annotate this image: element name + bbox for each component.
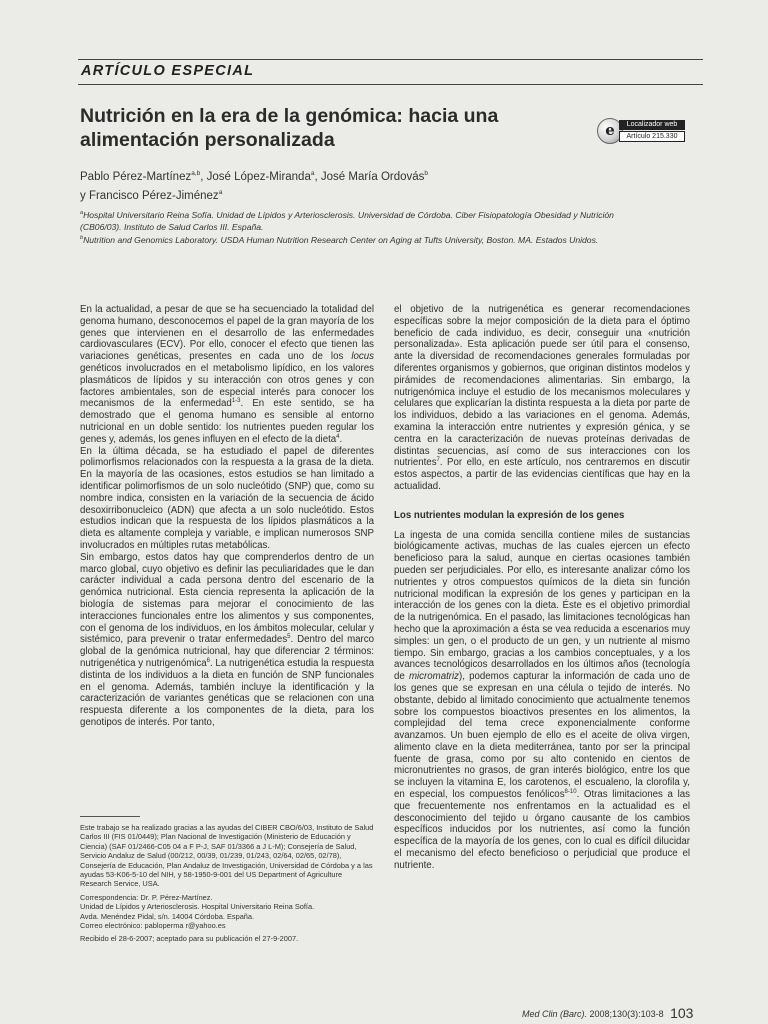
affiliations xyxy=(80,208,625,247)
e-logo-icon: e xyxy=(597,118,623,144)
journal-name: Med Clin (Barc). xyxy=(522,1009,588,1019)
right-column xyxy=(394,304,690,872)
section-label: ARTÍCULO ESPECIAL xyxy=(81,63,255,79)
page-footer xyxy=(522,1005,693,1021)
affiliation-b: $^b$Nutrition and Genomics Laboratory. USDA Human Nutrition Research Center on Aging at Tufts University, Boston. MA. Estados Unidos. xyxy=(80,235,599,246)
paragraph: La ingesta de una comida sencilla contiene miles de sustancias biológicamente activas, muchas de las cuales ejercen un efecto beneficioso para la salud, aunque en ciertas ocasiones también pueden ser perjudiciales. Por ello, es interesante analizar cómo los nutrientes y otros compuestos químicos de la dieta sin función nutricional modifican la expresión de los genes y participan en la interacción de los genes con la dieta. Éste es el objetivo primordial de la nutrigenómica. En el pasado, las limitaciones tecnológicas han hecho que la aproximación a ésta se vea reducida a escenarios muy simples: un gen, o el producto de un gen, y un nutriente al mismo tiempo. Sin embargo, gracias a los cambios conceptuales, y a los avances tecnológicos desarrollados en los últimos años (tecnología de micromatriz), podemos capturar la información de cada uno de los genes que se expresan en una célula o tejido de interés. No obstante, debido al limitado conocimiento que actualmente tenemos sobre los compuestos bioactivos presentes en los alimentos, la complejidad del tema crece exponencialmente conforme avanzamos. Un buen ejemplo de ello es el aceite de oliva virgen, alimento clave en la dieta mediterránea, tanto por ser la principal fuente de grasa, como por su alto contenido en cientos de micronutrientes no grasos, de gran interés biológico, entre los que se incluyen la vitamina E, los carotenos, el escualeno, la clorofila y, en especial, los compuestos fenólicos$^{8-10}$. Otras limitaciones a las que frecuentemente nos enfrentamos en la actualidad es el desconocimiento del tejido u órgano causante de los cambios específicos inducidos por los nutrientes, así como la función específica de la mayoría de los genes, con lo cual es difícil dilucidar el mecanismo del efecto beneficioso o perjudicial que produce el nutriente. xyxy=(394,529,690,871)
author-3: José María Ordovás xyxy=(320,170,425,183)
locator-label: Localizador web xyxy=(619,120,685,130)
funding-note: Este trabajo se ha realizado gracias a las ayudas del CIBER CBO/6/03, Instituto de Salud Carlos III (FIS 01/0449); Plan Nacional de Investigación (Ministerio de Educación y Ciencia) (SAF 01/2466-C05 04 a F P-J, SAF 01/3366 a J L-M); Consejería de Salud, Servicio Andaluz de Salud (00/212, 00/39, 01/239, 01/243, 02/64, 02/65, 02/78), Consejería de Educación, Plan Andaluz de Investigación, Universidad de Córdoba y a las ayudas 53-K06-5-10 del NIH, y 58-1950-9-001 del US Department of Agriculture Research Service, USA. xyxy=(80,823,374,889)
author-4: y Francisco Pérez-Jiménez xyxy=(80,189,219,202)
authors: Pablo Pérez-Martínez$^{a,b}$, José López-Miranda$^a$, José María Ordovás$^b$ y Francisco Pérez-Jiménez$^a$ xyxy=(80,170,429,202)
email[interactable]: Correo electrónico: pabloperma r@yahoo.es xyxy=(80,921,226,931)
left-column xyxy=(80,304,374,729)
correspondence-note: Correspondencia: Dr. P. Pérez-Martínez. Unidad de Lípidos y Arteriosclerosis. Hospital Universitario Reina Sofía. Avda. Menéndez Pidal, s/n. 14004 Córdoba. España. Correo electrónico: pabloperma r@yahoo.es xyxy=(80,892,315,931)
page-number: 103 xyxy=(670,1005,694,1021)
affiliation-a: $^a$Hospital Universitario Reina Sofía. Unidad de Lípidos y Arteriosclerosis. Universidad de Córdoba. Ciber Fisiopatología Obesidad y Nutrición (CB06/03). Instituto de Salud Carlos III. España. xyxy=(80,209,614,232)
paragraph: Sin embargo, estos datos hay que comprenderlos dentro de un marco global, cuyo objetivo es definir las peculiaridades que le dan carácter individual a cada persona dentro del escenario de la genómica nutricional. Esta ciencia representa la aplicación de la biología de sistemas para mejorar el conocimiento de las interacciones funcionales entre los alimentos y sus componentes, con el genoma de los individuos, en los ámbitos molecular, celular y sistémico, para prevenir o tratar enfermedades$^5$. Dentro del marco global de la genómica nutricional, hay que diferenciar 2 términos: nutrigenética y nutrigenómica$^6$. La nutrigenética estudia la respuesta distinta de los individuos a la dieta en función de SNP funcionales en el genoma. Además, también incluye la identificación y la caracterización de variantes genéticas que se relacionen con una respuesta diferente a los componentes de la dieta, para los genotipos de interés. Por tanto, xyxy=(80,551,374,728)
web-locator-badge[interactable] xyxy=(597,118,689,144)
author-1: Pablo Pérez-Martínez xyxy=(80,170,192,183)
citation: 2008;130(3):103-8 xyxy=(589,1009,664,1019)
paragraph: En la última década, se ha estudiado el papel de diferentes polimorfismos relacionados con la respuesta a la grasa de la dieta. En la mayoría de las ocasiones, estos estudios se han limitado a identificar polimorfismos de un solo nucleótido (SNP) que, como su nombre indica, consisten en la variación de la secuencia de ácido desoxirribonucleico (ADN) que afecta a un solo nucleótido. Estos estudios indican que la respuesta de los lípidos plasmáticos a la dieta es altamente compleja y variable, e implican numerosos SNP involucrados en múltiples rutas metabólicas. xyxy=(80,445,374,551)
paragraph: En la actualidad, a pesar de que se ha secuenciado la totalidad del genoma humano, desconocemos el papel de la gran mayoría de los genes que intervienen en el desarrollo de las enfermedades cardiovasculares (ECV). Por ello, conocer el efecto que tienen las variaciones genéticas, presentes en cada uno de los locus genéticos involucrados en el metabolismo lipídico, en los valores plasmáticos de lípidos y su interacción con otros genes y con factores ambientales, son de especial interés para conocer los mecanismos de la enfermedad$^{1-3}$. En este sentido, se ha demostrado que el genoma humano es sensible al entorno nutricional en un doble sentido: los nutrientes pueden regular los genes y, además, los genes influyen en el efecto de la dieta$^4$. xyxy=(80,304,375,445)
footnotes xyxy=(80,823,375,948)
author-2: José López-Miranda xyxy=(206,170,311,183)
footnote-divider xyxy=(80,816,140,817)
section-heading: Los nutrientes modulan la expresión de los genes xyxy=(394,509,625,521)
section-header xyxy=(78,59,703,85)
paragraph: el objetivo de la nutrigenética es generar recomendaciones específicas sobre la mejor composición de la dieta para el óptimo beneficio de cada individuo, es decir, conseguir una «nutrición personalizada». Esta aplicación puede ser útil para el consenso, ante la diversidad de recomendaciones generales formuladas por diferentes organismos y gobiernos, que originan distintos modelos y pirámides de recomendaciones alimentarias. Sin embargo, la nutrigenómica incluye el estudio de los mecanismos moleculares y celulares que explicarían la distinta respuesta a la dieta por parte de los individuos, debido a las variaciones en el genoma. Además, examina la interacción entre nutrientes y expresión génica, y se centra en la caracterización de nuevas proteínas derivadas de distintas secuencias, así como de sus interacciones con los nutrientes$^7$. Por ello, en este artículo, nos centraremos en discutir estos aspectos, a partir de las evidencias científicas que hay en la actualidad. xyxy=(394,304,690,492)
article-title: Nutrición en la era de la genómica: hacia una alimentación personalizada xyxy=(80,105,499,151)
received-note: Recibido el 28-6-2007; aceptado para su publicación el 27-9-2007. xyxy=(80,934,299,944)
locator-article: Artículo 215.330 xyxy=(619,131,685,142)
